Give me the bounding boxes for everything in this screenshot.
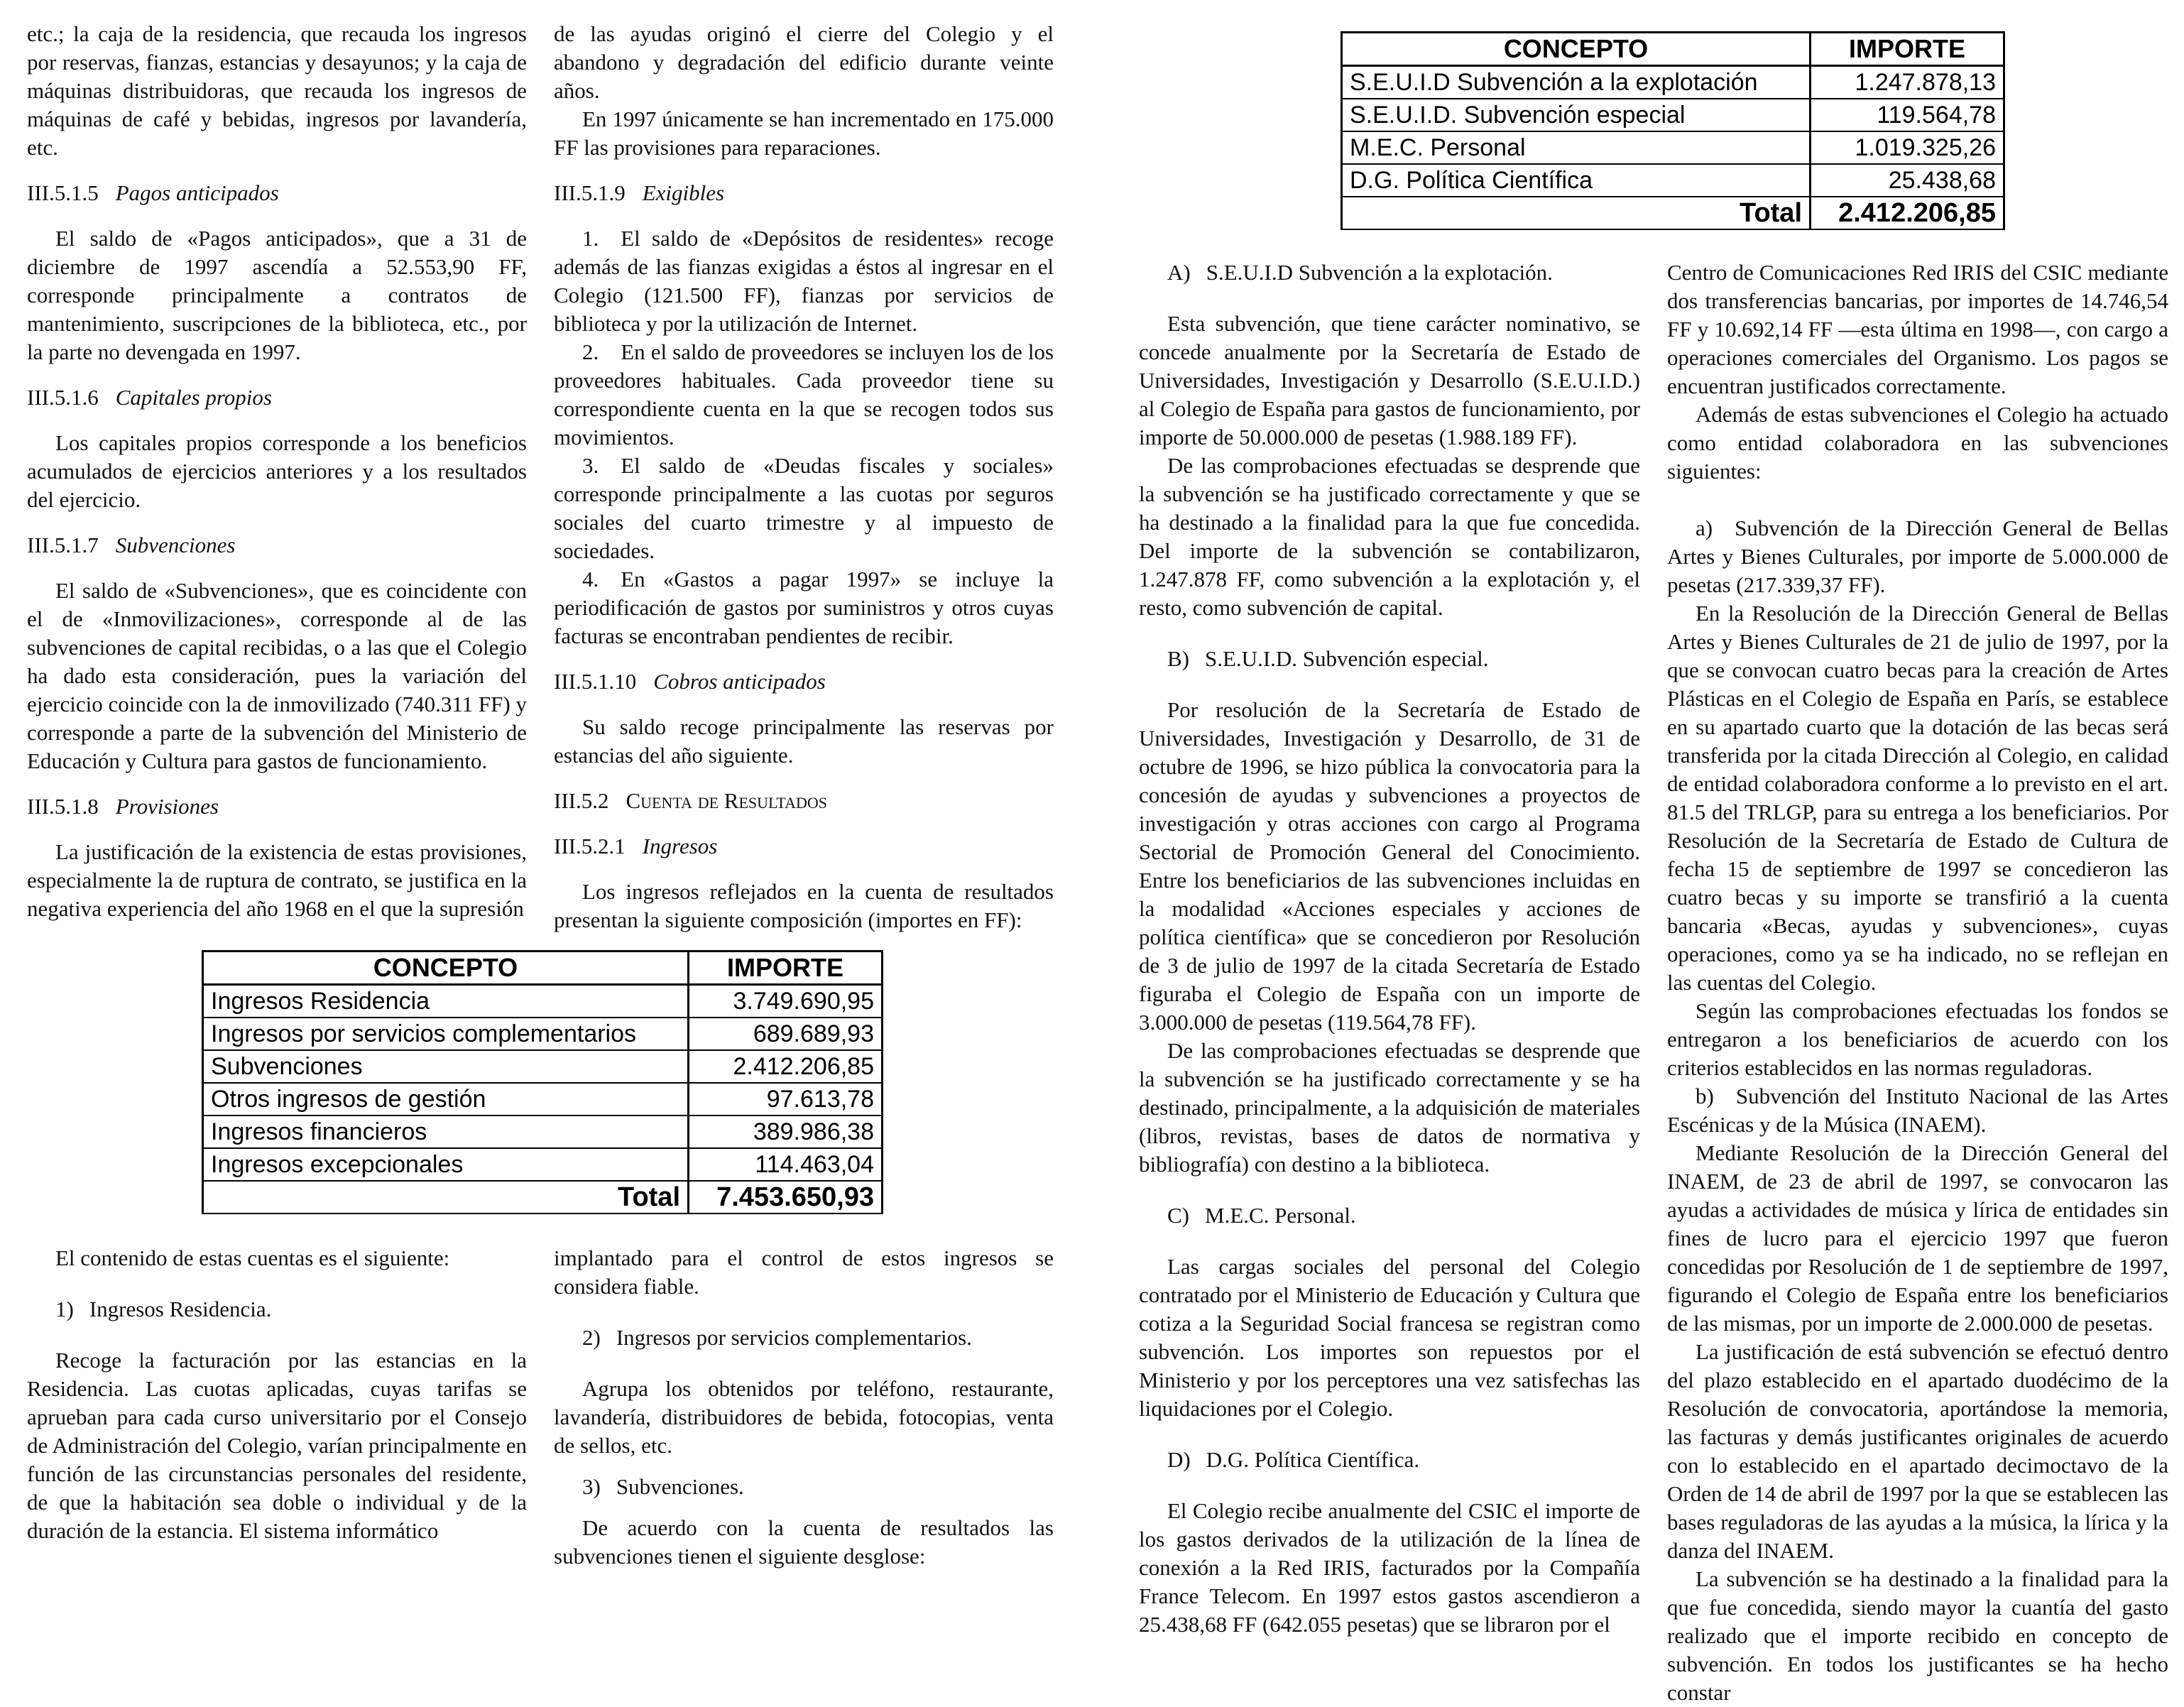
amount-cell: 689.689,93 [689, 1018, 883, 1050]
table-row [1342, 99, 2004, 131]
paragraph: Los capitales propios corresponde a los beneficios acumulados de ejercicios anteriores y a los resultados del ejercicio. [27, 430, 527, 512]
table-row [1342, 66, 2004, 99]
paragraph: etc.; la caja de la residencia, que recauda los ingresos por reservas, fianzas, estancias y desayunos; y la caja de máquinas distribuidoras, que recauda los ingresos de máquinas de café y bebidas, ingresos por lavandería, etc. [27, 21, 527, 160]
section-number: III.5.1.8 [27, 794, 99, 819]
paragraph: El contenido de estas cuentas es el siguiente: [55, 1245, 450, 1270]
total-label: Total [203, 1181, 689, 1214]
paragraph: Centro de Comunicaciones Red IRIS del CSIC mediante dos transferencias bancarias, por importes de 14.746,54 FF y 10.692,14 FF —esta última en 1998—, con cargo a operaciones comerciales del Organismo. Los pagos se encuentran justificados correctamente. [1667, 260, 2168, 398]
amount-cell: 1.247.878,13 [1811, 66, 2004, 99]
table-row [1342, 131, 2004, 164]
amount-cell: 389.986,38 [689, 1116, 883, 1148]
section-title: D.G. Política Científica. [1206, 1447, 1420, 1472]
section-title: S.E.U.I.D. Subvención especial. [1205, 646, 1489, 671]
section-number: D) [1167, 1447, 1191, 1472]
column-2-bottom [554, 1244, 1054, 1571]
concept-cell: S.E.U.I.D. Subvención especial [1342, 99, 1811, 131]
paragraph: Además de estas subvenciones el Colegio ha actuado como entidad colaboradora en las subvenciones siguientes: [1667, 402, 2168, 484]
column-2 [554, 20, 1054, 934]
list-item: 2. En el saldo de proveedores se incluyen los de los proveedores habituales. Cada proveedor tiene su correspondiente cuenta en la que se recogen todos sus movimientos. [554, 339, 1054, 449]
section-number: B) [1167, 646, 1189, 671]
amount-cell: 2.412.206,85 [689, 1050, 883, 1083]
concept-cell: S.E.U.I.D Subvención a la explotación [1342, 66, 1811, 99]
concept-cell: Ingresos por servicios complementarios [203, 1018, 689, 1050]
section-heading [27, 1295, 527, 1324]
section-number: 2) [582, 1325, 601, 1350]
paragraph: de las ayudas originó el cierre del Colegio y el abandono y degradación del edificio durante veinte años. [554, 21, 1054, 103]
total-amount: 2.412.206,85 [1811, 197, 2004, 229]
column-3 [1139, 258, 1640, 1639]
amount-cell: 97.613,78 [689, 1083, 883, 1116]
section-title: Ingresos [642, 834, 718, 858]
total-label: Total [1342, 197, 1811, 229]
paragraph: Agrupa los obtenidos por teléfono, restaurante, lavandería, distribuidores de bebida, fotocopias, venta de sellos, etc. [554, 1376, 1054, 1458]
concept-cell: Ingresos financieros [203, 1116, 689, 1148]
paragraph: Esta subvención, que tiene carácter nominativo, se concede anualmente por la Secretaría de Estado de Universidades, Investigación y Desarrollo (S.E.U.I.D.) al Colegio de España para gastos de funcionamiento, por importe de 50.000.000 de pesetas (1.988.189 FF). [1139, 311, 1640, 449]
concept-cell: D.G. Política Científica [1342, 164, 1811, 197]
section-heading [27, 179, 527, 207]
section-title: Ingresos por servicios complementarios. [616, 1325, 972, 1350]
paragraph: Según las comprobaciones efectuadas los fondos se entregaron a los beneficiarios de acuerdo con los criterios establecidos en las normas reguladoras. [1667, 998, 2168, 1080]
section-heading [554, 787, 1054, 815]
table-header-row [203, 951, 883, 985]
column-header: CONCEPTO [1342, 33, 1811, 66]
table-row [203, 1116, 883, 1148]
amount-cell: 3.749.690,95 [689, 985, 883, 1018]
section-heading [1139, 258, 1640, 287]
paragraph: El saldo de «Pagos anticipados», que a 31 de diciembre de 1997 ascendía a 52.553,90 FF, corresponde principalmente a contratos de mantenimiento, suscripciones de la biblioteca, etc., por la parte no devengada en 1997. [27, 226, 527, 364]
section-number: III.5.1.6 [27, 385, 99, 410]
amount-cell: 1.019.325,26 [1811, 131, 2004, 164]
column-header: IMPORTE [689, 951, 883, 985]
section-number: 3) [582, 1474, 601, 1499]
paragraph: a) Subvención de la Dirección General de Bellas Artes y Bienes Culturales, por importe de 5.000.000 de pesetas (217.339,37 FF). [1667, 516, 2168, 597]
section-title: M.E.C. Personal. [1205, 1203, 1356, 1228]
section-title: Capitales propios [115, 385, 272, 410]
section-number: III.5.2 [554, 788, 609, 813]
section-heading [1139, 1201, 1640, 1230]
total-row [1342, 197, 2004, 229]
column-4 [1667, 258, 2168, 1707]
paragraph: Recoge la facturación por las estancias en la Residencia. Las cuotas aplicadas, cuyas tarifas se aprueban para cada curso universitario por el Consejo de Administración del Colegio, varían principalmente en función de las circunstancias personales del residente, de que la habitación sea doble o individual y de la duración de la estancia. El sistema informático [27, 1348, 527, 1543]
paragraph: implantado para el control de estos ingresos se considera fiable. [554, 1245, 1054, 1299]
table-row [203, 1018, 883, 1050]
section-heading [1139, 1446, 1640, 1474]
column-header: IMPORTE [1811, 33, 2004, 66]
total-amount: 7.453.650,93 [689, 1181, 883, 1214]
paragraph: De las comprobaciones efectuadas se desprende que la subvención se ha justificado correctamente y se ha destinado, principalmente, a la adquisición de materiales (libros, revistas, bases de datos de normativa y bibliografía) con destino a la biblioteca. [1139, 1038, 1640, 1177]
section-title: Pagos anticipados [115, 180, 279, 205]
concept-cell: Ingresos Residencia [203, 985, 689, 1018]
concept-cell: Ingresos excepcionales [203, 1148, 689, 1181]
paragraph: De acuerdo con la cuenta de resultados las subvenciones tienen el siguiente desglose: [554, 1515, 1054, 1569]
section-number: C) [1167, 1203, 1189, 1228]
table-row [203, 1083, 883, 1116]
table-header-row [1342, 33, 2004, 66]
section-number: A) [1167, 260, 1191, 285]
section-number: III.5.1.7 [27, 533, 99, 557]
paragraph: Mediante Resolución de la Dirección General del INAEM, de 23 de abril de 1997, se convocaron las ayudas a actividades de música y lírica de entidades sin fines de lucro para el ejercicio 1997 que fueron concedidas por Resolución de 1 de septiembre de 1997, figurando el Colegio de España entre los beneficiarios de las mismas, por un importe de 2.000.000 de pesetas. [1667, 1140, 2168, 1336]
section-title: Cobros anticipados [653, 669, 826, 694]
table-row [203, 985, 883, 1018]
section-title: Cuenta de Resultados [626, 788, 827, 813]
paragraph: Por resolución de la Secretaría de Estado de Universidades, Investigación y Desarrollo, de 31 de octubre de 1996, se hizo pública la convocatoria para la concesión de ayudas y subvenciones a proyectos de investigación y otras acciones con cargo al Programa Sectorial de Promoción General del Conocimiento. Entre los beneficiarios de las subvenciones incluidas en la modalidad «Acciones especiales y acciones de política científica» que se concedieron por Resolución de 3 de julio de 1997 de la citada Secretaría de Estado figuraba el Colegio de España con un importe de 3.000.000 de pesetas (119.564,78 FF). [1139, 697, 1640, 1035]
paragraph: La justificación de la existencia de estas provisiones, especialmente la de ruptura de contrato, se justifica en la negativa experiencia del año 1968 en el que la supresión [27, 839, 527, 921]
section-number: III.5.2.1 [554, 834, 626, 858]
section-title: Subvenciones [115, 533, 236, 557]
column-1 [27, 20, 527, 923]
section-title: S.E.U.I.D Subvención a la explotación. [1206, 260, 1553, 285]
paragraph: b) Subvención del Instituto Nacional de las Artes Escénicas y de la Música (INAEM). [1667, 1084, 2168, 1137]
section-number: III.5.1.5 [27, 180, 99, 205]
amount-cell: 25.438,68 [1811, 164, 2004, 197]
paragraph: Su saldo recoge principalmente las reservas por estancias del año siguiente. [554, 714, 1054, 768]
list-item: 3. El saldo de «Deudas fiscales y sociales» corresponde principalmente a las cuotas por seguros sociales del cuarto trimestre y al impuesto de sociedades. [554, 453, 1054, 563]
paragraph: En 1997 únicamente se han incrementado en 175.000 FF las provisiones para reparaciones. [554, 107, 1054, 160]
table-row [1342, 164, 2004, 197]
section-title: Subvenciones. [616, 1474, 744, 1499]
concept-cell: Subvenciones [203, 1050, 689, 1083]
list-item: 4. En «Gastos a pagar 1997» se incluye la periodificación de gastos por suministros y otros cuyas facturas se encontraban pendientes de recibir. [554, 567, 1054, 648]
subvenciones-table [1341, 31, 2005, 230]
ingresos-table [202, 950, 883, 1214]
section-heading [554, 832, 1054, 861]
paragraph: De las comprobaciones efectuadas se desprende que la subvención se ha justificado correctamente y que se ha destinado a la finalidad para la que fue concedida. Del importe de la subvención se contabilizaron, 1.247.878 FF, como subvención a la explotación y, el resto, como subvención de capital. [1139, 453, 1640, 620]
table-row [203, 1050, 883, 1083]
section-title: Ingresos Residencia. [89, 1297, 272, 1321]
table-row [203, 1148, 883, 1181]
section-heading [27, 792, 527, 821]
section-number: III.5.1.9 [554, 180, 626, 205]
column-1-bottom [27, 1244, 527, 1545]
amount-cell: 114.463,04 [689, 1148, 883, 1181]
section-number: 1) [55, 1297, 74, 1321]
list-item: 1. El saldo de «Depósitos de residentes» recoge además de las fianzas exigidas a éstos al ingresar en el Colegio (121.500 FF), fianzas por servicios de biblioteca y por la utilización de Internet. [554, 226, 1054, 336]
section-number: III.5.1.10 [554, 669, 637, 694]
total-row [203, 1181, 883, 1214]
section-heading [554, 1473, 1054, 1501]
concept-cell: Otros ingresos de gestión [203, 1083, 689, 1116]
section-heading [554, 667, 1054, 696]
column-header: CONCEPTO [203, 951, 689, 985]
section-heading [554, 179, 1054, 207]
concept-cell: M.E.C. Personal [1342, 131, 1811, 164]
paragraph: La subvención se ha destinado a la finalidad para la que fue concedida, siendo mayor la cuantía del gasto realizado que el importe recibido en concepto de subvención. En todos los justificantes se ha hecho constar [1667, 1566, 2168, 1705]
paragraph: El Colegio recibe anualmente del CSIC el importe de los gastos derivados de la utilización de la línea de conexión a la Red IRIS, facturados por la Compañía France Telecom. En 1997 estos gastos ascendieron a 25.438,68 FF (642.055 pesetas) que se libraron por el [1139, 1498, 1640, 1637]
paragraph: La justificación de está subvención se efectuó dentro del plazo establecido en el apartado duodécimo de la Resolución de convocatoria, aportándose la memoria, las facturas y demás justificantes originales de acuerdo con lo establecido en el apartado decimoctavo de la Orden de 14 de abril de 1997 por la que se establecen las bases reguladoras de las ayudas a la música, la lírica y la danza del INAEM. [1667, 1339, 2168, 1563]
section-heading [1139, 645, 1640, 673]
amount-cell: 119.564,78 [1811, 99, 2004, 131]
paragraph: El saldo de «Subvenciones», que es coincidente con el de «Inmovilizaciones», corresponde al de las subvenciones de capital recibidas, o a las que el Colegio ha dado esta consideración, pues la variación del ejercicio coincide con la de inmovilizado (740.311 FF) y corresponde a parte de la subvención del Ministerio de Educación y Cultura para gastos de funcionamiento. [27, 578, 527, 773]
paragraph: Los ingresos reflejados en la cuenta de resultados presentan la siguiente composición (importes en FF): [554, 879, 1054, 932]
section-heading [27, 383, 527, 412]
paragraph: Las cargas sociales del personal del Colegio contratado por el Ministerio de Educación y Cultura que cotiza a la Seguridad Social francesa se registran como subvención. Los importes son repuestos por el Ministerio y por los perceptores una vez satisfechas las liquidaciones por el Colegio. [1139, 1254, 1640, 1421]
section-heading [554, 1324, 1054, 1352]
section-title: Exigibles [642, 180, 725, 205]
section-title: Provisiones [115, 794, 219, 819]
section-heading [27, 531, 527, 560]
paragraph: En la Resolución de la Dirección General de Bellas Artes y Bienes Culturales de 21 de julio de 1997, por la que se convocan cuatro becas para la creación de Artes Plásticas en el Colegio de España en París, se establece en su apartado cuarto que la dotación de las becas será transferida por la citada Dirección al Colegio, en calidad de entidad colaboradora conforme a lo previsto en el art. 81.5 del TRLGP, para su entrega a los beneficiarios. Por Resolución de la Secretaría de Estado de Cultura de fecha 15 de septiembre de 1997 se concedieron las cuatro becas y su importe se transfirió a la cuenta bancaria «Becas, ayudas y subvenciones», cuyas operaciones, como ya se ha indicado, no se reflejan en las cuentas del Colegio. [1667, 601, 2168, 995]
